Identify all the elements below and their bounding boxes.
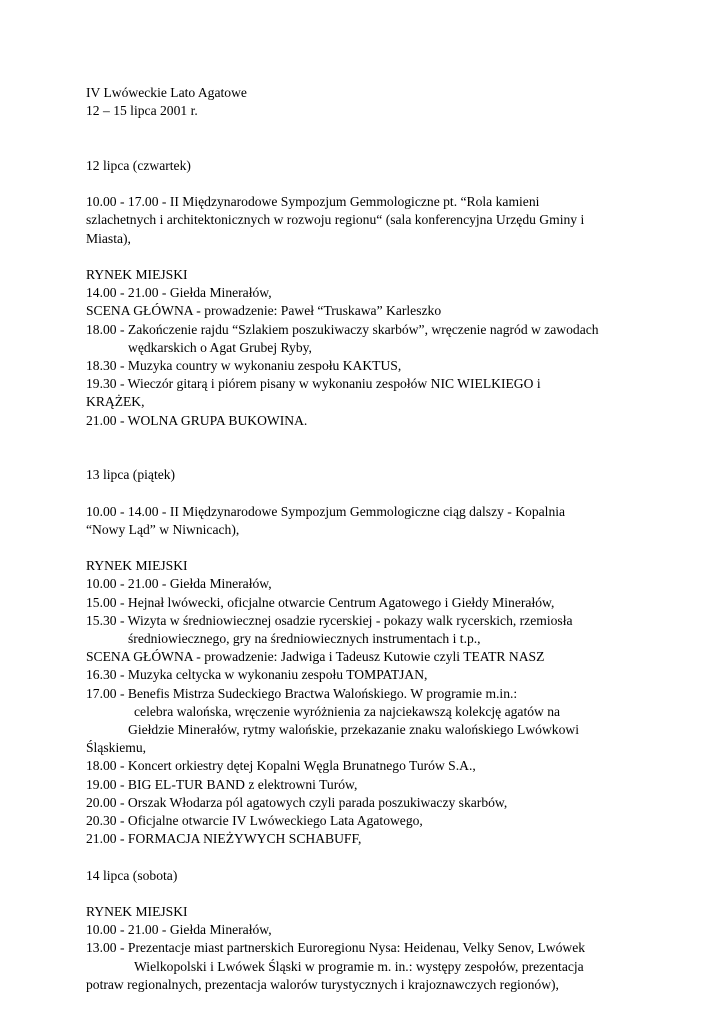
day-13-item: SCENA GŁÓWNA - prowadzenie: Jadwiga i Tadeusz Kutowie czyli TEATR NASZ bbox=[86, 649, 545, 665]
day-13-item: 16.30 - Muzyka celtycka w wykonaniu zespołu TOMPATJAN, bbox=[86, 667, 428, 683]
day-12-item: 14.00 - 21.00 - Giełda Minerałów, bbox=[86, 285, 272, 301]
day-13-market-heading: RYNEK MIEJSKI bbox=[86, 558, 188, 574]
event-title: IV Lwóweckie Lato Agatowe bbox=[86, 85, 247, 100]
day-12-item-continuation: KRĄŻEK, bbox=[86, 394, 145, 410]
day-12-symposium-line-1: 10.00 - 17.00 - II Międzynarodowe Sympozjum Gemmologiczne pt. “Rola kamieni bbox=[86, 194, 540, 210]
day-13-item: 15.30 - Wizyta w średniowiecznej osadzie rycerskiej - pokazy walk rycerskich, rzemiosła bbox=[86, 612, 573, 628]
day-14-heading: 14 lipca (sobota) bbox=[86, 867, 178, 883]
day-13-item: 18.00 - Koncert orkiestry dętej Kopalni Węgla Brunatnego Turów S.A., bbox=[86, 758, 476, 774]
day-13-item: 20.30 - Oficjalne otwarcie IV Lwóweckiego Lata Agatowego, bbox=[86, 813, 423, 828]
day-13-item: 19.00 - BIG EL-TUR BAND z elektrowni Turów, bbox=[86, 776, 358, 792]
day-12-item: 18.30 - Muzyka country w wykonaniu zespołu KAKTUS, bbox=[86, 357, 402, 373]
day-12-item: 19.30 - Wieczór gitarą i piórem pisany w wykonaniu zespołów NIC WIELKIEGO i bbox=[86, 376, 541, 392]
day-13-symposium-line-1: 10.00 - 14.00 - II Międzynarodowe Sympozjum Gemmologiczne ciąg dalszy - Kopalnia bbox=[86, 503, 566, 519]
day-12-item-continuation: wędkarskich o Agat Grubej Ryby, bbox=[128, 339, 312, 355]
day-14-item-continuation: potraw regionalnych, prezentacja walorów turystycznych i krajoznawczych regionów), bbox=[86, 976, 559, 992]
event-dates: 12 – 15 lipca 2001 r. bbox=[86, 103, 198, 119]
day-13-symposium-line-2: “Nowy Ląd” w Niwnicach), bbox=[86, 521, 240, 537]
day-14-item: 10.00 - 21.00 - Giełda Minerałów, bbox=[86, 922, 272, 938]
day-14-market-heading: RYNEK MIEJSKI bbox=[86, 903, 188, 919]
day-12-item: 18.00 - Zakończenie rajdu “Szlakiem poszukiwaczy skarbów”, wręczenie nagród w zawodach bbox=[86, 321, 599, 337]
document-page bbox=[86, 84, 646, 994]
day-13-item-continuation: celebra walońska, wręczenie wyróżnienia za najciekawszą kolekcję agatów na bbox=[134, 703, 561, 719]
day-12-item: SCENA GŁÓWNA - prowadzenie: Paweł “Truskawa” Karleszko bbox=[86, 303, 442, 319]
day-13-item-continuation: Giełdzie Minerałów, rytmy walońskie, przekazanie znaku walońskiego Lwówkowi bbox=[128, 721, 579, 737]
day-13-heading: 13 lipca (piątek) bbox=[86, 467, 176, 483]
day-12-heading: 12 lipca (czwartek) bbox=[86, 157, 191, 173]
day-14-item-continuation: Wielkopolski i Lwówek Śląski w programie m. in.: występy zespołów, prezentacja bbox=[134, 958, 584, 974]
day-12-market-heading: RYNEK MIEJSKI bbox=[86, 266, 188, 282]
day-13-item: 17.00 - Benefis Mistrza Sudeckiego Bractwa Walońskiego. W programie m.in.: bbox=[86, 685, 518, 701]
day-12-symposium-line-3: Miasta), bbox=[86, 230, 131, 246]
day-13-item: 15.00 - Hejnał lwówecki, oficjalne otwarcie Centrum Agatowego i Giełdy Minerałów, bbox=[86, 594, 555, 610]
day-14-item: 13.00 - Prezentacje miast partnerskich Euroregionu Nysa: Heidenau, Velky Senov, Lwówek bbox=[86, 940, 586, 956]
day-12-item: 21.00 - WOLNA GRUPA BUKOWINA. bbox=[86, 412, 308, 428]
day-13-item: 10.00 - 21.00 - Giełda Minerałów, bbox=[86, 576, 272, 592]
day-13-item-continuation: średniowiecznego, gry na średniowiecznych instrumentach i t.p., bbox=[128, 630, 481, 646]
day-13-item-continuation: Śląskiemu, bbox=[86, 740, 147, 756]
day-13-item: 21.00 - FORMACJA NIEŻYWYCH SCHABUFF, bbox=[86, 831, 362, 847]
day-12-symposium-line-2: szlachetnych i architektonicznych w rozwoju regionu“ (sala konferencyjna Urzędu Gminy i bbox=[86, 212, 585, 228]
day-13-item: 20.00 - Orszak Włodarza pól agatowych czyli parada poszukiwaczy skarbów, bbox=[86, 794, 508, 810]
